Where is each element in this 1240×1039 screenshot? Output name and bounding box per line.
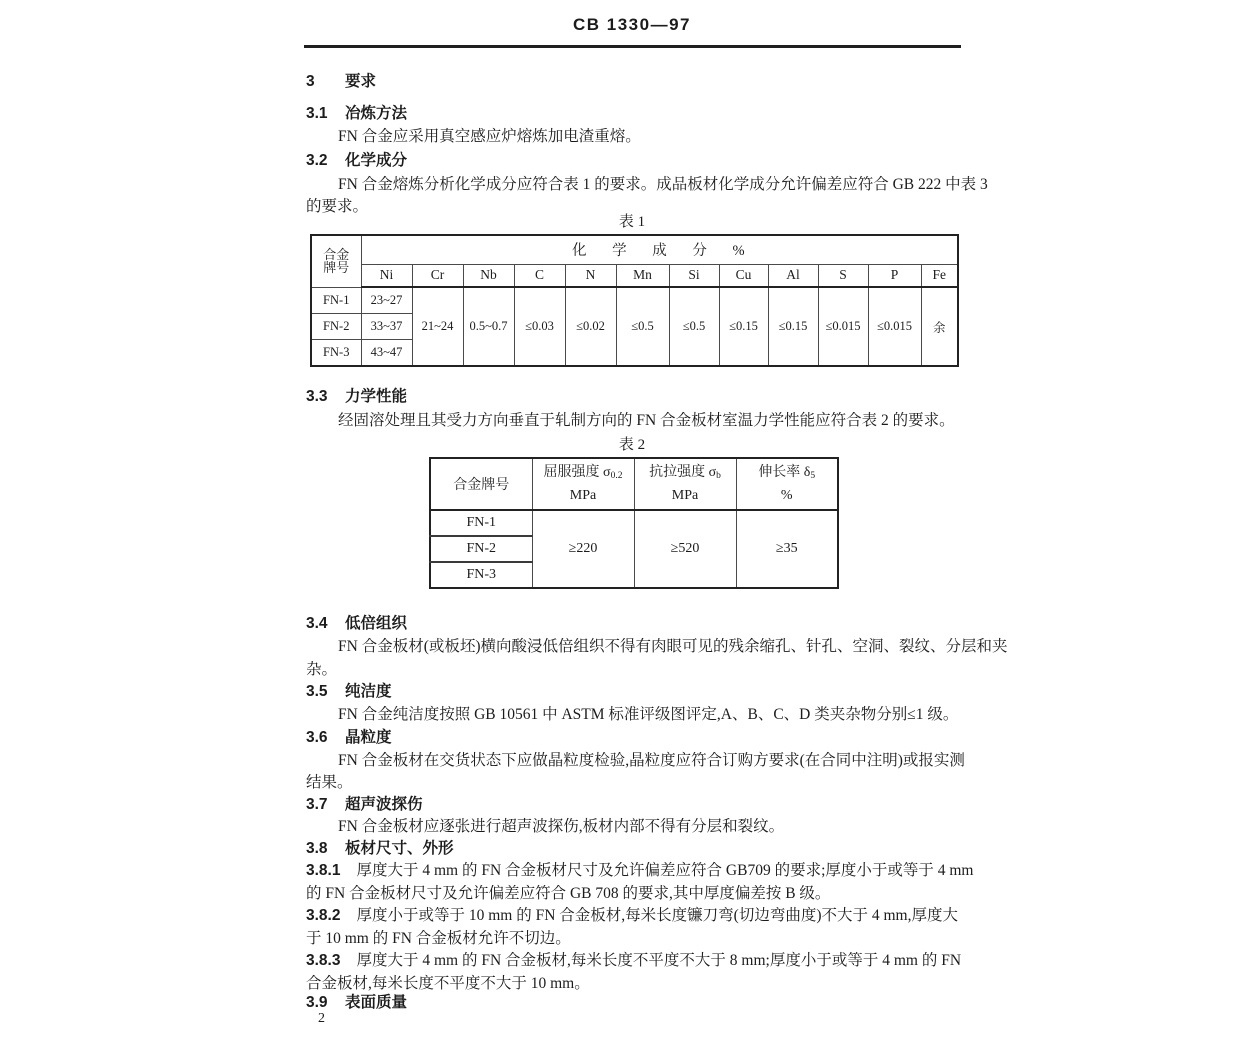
t1-col-header-s: S <box>818 264 868 287</box>
t1-value-nb: 0.5~0.7 <box>463 287 514 366</box>
t2-header-elongation-name <box>737 463 838 486</box>
clause-3-7-heading <box>306 793 423 816</box>
clause-3-7-number: 3.7 <box>306 796 328 813</box>
t2-header-tensile-name <box>635 463 736 486</box>
clause-3-8-number: 3.8 <box>306 840 328 857</box>
clause-3-9-number: 3.9 <box>306 994 328 1011</box>
clause-3-1-title: 冶炼方法 <box>345 105 408 122</box>
t1-col-header-p: P <box>868 264 921 287</box>
t2-header-elongation-unit: % <box>780 487 793 503</box>
clause-3-8-1-line1 <box>306 859 974 882</box>
table-1-caption: 表 1 <box>618 214 646 230</box>
t1-col-header-al: Al <box>768 264 818 287</box>
t1-value-al: ≤0.15 <box>768 287 818 366</box>
t2-value-tensile: ≥520 <box>634 510 736 588</box>
t1-value-s: ≤0.015 <box>818 287 868 366</box>
t1-grade-fn2: FN-2 <box>311 313 361 339</box>
clause-3-8-heading <box>306 837 454 860</box>
t1-grade-fn1: FN-1 <box>311 287 361 313</box>
table-2-caption: 表 2 <box>618 437 646 453</box>
t1-col-header-cu: Cu <box>719 264 768 287</box>
clause-3-6-body-line2: 结果。 <box>306 774 353 791</box>
clause-3-8-1-text: 厚度大于 4 mm 的 FN 合金板材尺寸及允许偏差应符合 GB709 的要求;厚度小于或等于 4 mm <box>356 862 974 879</box>
t1-col-header-n: N <box>565 264 616 287</box>
clause-3-8-3-line1 <box>306 949 961 972</box>
t1-col-header-nb: Nb <box>463 264 514 287</box>
clause-3-7-title: 超声波探伤 <box>345 796 423 813</box>
clause-3-8-2-line1 <box>306 904 958 927</box>
t2-header-yield-name <box>533 463 634 486</box>
clause-3-8-1-number: 3.8.1 <box>306 862 341 879</box>
t2-header-tensile-unit: MPa <box>671 487 699 503</box>
t1-ni-fn3: 43~47 <box>361 339 412 366</box>
clause-3-8-2-line2: 于 10 mm 的 FN 合金板材允许不切边。 <box>306 930 571 947</box>
clause-3-8-3-text: 厚度大于 4 mm 的 FN 合金板材,每米长度不平度不大于 8 mm;厚度小于或等于 4 mm 的 FN <box>356 952 962 969</box>
t1-ni-fn1: 23~27 <box>361 287 412 313</box>
clause-3-7-body: FN 合金板材应逐张进行超声波探伤,板材内部不得有分层和裂纹。 <box>338 818 785 835</box>
t2-grade-fn2: FN-2 <box>430 536 532 562</box>
doc-code: CB 1330—97 <box>572 15 691 34</box>
clause-3-6-number: 3.6 <box>306 729 328 746</box>
t2-value-elongation: ≥35 <box>736 510 838 588</box>
t1-col-header-cr: Cr <box>412 264 463 287</box>
t1-col-header-c: C <box>514 264 565 287</box>
t2-header-elongation <box>736 458 838 510</box>
t2-value-yield: ≥220 <box>532 510 634 588</box>
clause-3-5-body: FN 合金纯洁度按照 GB 10561 中 ASTM 标准评级图评定,A、B、C、D 类夹杂物分别≤1 级。 <box>338 706 959 723</box>
clause-3-8-2-text: 厚度小于或等于 10 mm 的 FN 合金板材,每米长度镰刀弯(切边弯曲度)不大于 4 mm,厚度大 <box>356 907 958 924</box>
clause-3-5-heading <box>306 680 392 703</box>
t1-col-header-mn: Mn <box>616 264 669 287</box>
clause-3-8-1-line2: 的 FN 合金板材尺寸及允许偏差应符合 GB 708 的要求,其中厚度偏差按 B 级。 <box>306 885 831 902</box>
clause-3-6-heading <box>306 726 392 749</box>
clause-3-4-title: 低倍组织 <box>345 615 408 632</box>
clause-3-6-body-line1: FN 合金板材在交货状态下应做晶粒度检验,晶粒度应符合订购方要求(在合同中注明)或报实测 <box>338 752 965 769</box>
clause-3-8-3-line2: 合金板材,每米长度不平度不大于 10 mm。 <box>306 975 590 992</box>
t2-header-tensile <box>634 458 736 510</box>
t1-value-p: ≤0.015 <box>868 287 921 366</box>
clause-3-5-title: 纯洁度 <box>345 683 392 700</box>
page-number: 2 <box>318 1011 325 1026</box>
t1-value-si: ≤0.5 <box>669 287 719 366</box>
clause-3-2-title: 化学成分 <box>345 152 408 169</box>
clause-3-2-heading <box>306 149 407 172</box>
t1-col-header-ni: Ni <box>361 264 412 287</box>
t2-header-tensile-symbol: 抗拉强度 σ <box>649 464 717 480</box>
clause-3-3-heading <box>306 385 407 408</box>
t1-value-c: ≤0.03 <box>514 287 565 366</box>
clause-3-heading <box>306 70 376 93</box>
t2-header-yield-unit: MPa <box>569 487 597 503</box>
table-1 <box>310 234 959 367</box>
clause-3-2-number: 3.2 <box>306 152 328 169</box>
clause-3-2-body-line1: FN 合金熔炼分析化学成分应符合表 1 的要求。成品板材化学成分允许偏差应符合 GB 222 中表 3 <box>338 176 988 193</box>
t1-corner-header <box>311 235 361 287</box>
clause-3-5-number: 3.5 <box>306 683 328 700</box>
t1-value-n: ≤0.02 <box>565 287 616 366</box>
clause-3-6-title: 晶粒度 <box>345 729 392 746</box>
t1-value-fe: 余 <box>921 287 958 366</box>
t1-group-header: 化 学 成 分 % <box>361 235 958 264</box>
clause-3-1-number: 3.1 <box>306 105 328 122</box>
clause-3-title: 要求 <box>345 73 377 90</box>
t1-col-header-fe: Fe <box>921 264 958 287</box>
t1-value-cr: 21~24 <box>412 287 463 366</box>
t2-header-elongation-subscript: 5 <box>810 470 816 481</box>
t1-value-mn: ≤0.5 <box>616 287 669 366</box>
clause-3-2-body-line2: 的要求。 <box>306 198 369 215</box>
clause-3-1-heading <box>306 102 407 125</box>
t2-grade-fn1: FN-1 <box>430 510 532 536</box>
t1-corner-line2: 牌号 <box>323 260 350 276</box>
clause-3-4-heading <box>306 612 407 635</box>
t2-header-yield-subscript: 0.2 <box>610 470 623 481</box>
t1-value-cu: ≤0.15 <box>719 287 768 366</box>
t2-header-tensile-subscript: b <box>716 470 721 481</box>
clause-3-3-body: 经固溶处理且其受力方向垂直于轧制方向的 FN 合金板材室温力学性能应符合表 2 的要求。 <box>338 412 955 429</box>
t2-header-yield <box>532 458 634 510</box>
t2-header-grade: 合金牌号 <box>430 458 532 510</box>
clause-3-8-title: 板材尺寸、外形 <box>345 840 454 857</box>
clause-3-4-body-line1: FN 合金板材(或板坯)横向酸浸低倍组织不得有肉眼可见的残余缩孔、针孔、空洞、裂纹、分层和夹 <box>338 638 1008 655</box>
t2-header-yield-symbol: 屈服强度 σ <box>543 464 611 480</box>
t2-header-elongation-symbol: 伸长率 δ <box>758 464 811 480</box>
header-rule <box>304 45 961 48</box>
t1-ni-fn2: 33~37 <box>361 313 412 339</box>
content-area <box>306 0 1008 1039</box>
clause-3-number: 3 <box>306 73 315 90</box>
clause-3-3-title: 力学性能 <box>345 388 408 405</box>
t1-corner-line1: 合金 <box>323 247 350 263</box>
clause-3-3-number: 3.3 <box>306 388 328 405</box>
clause-3-8-2-number: 3.8.2 <box>306 907 341 924</box>
table-2 <box>429 457 839 589</box>
t1-grade-fn3: FN-3 <box>311 339 361 366</box>
clause-3-9-title: 表面质量 <box>345 994 408 1011</box>
clause-3-1-body: FN 合金应采用真空感应炉熔炼加电渣重熔。 <box>338 128 641 145</box>
clause-3-8-3-number: 3.8.3 <box>306 952 341 969</box>
clause-3-4-number: 3.4 <box>306 615 328 632</box>
t1-col-header-si: Si <box>669 264 719 287</box>
clause-3-4-body-line2: 杂。 <box>306 661 338 678</box>
t2-grade-fn3: FN-3 <box>430 562 532 588</box>
